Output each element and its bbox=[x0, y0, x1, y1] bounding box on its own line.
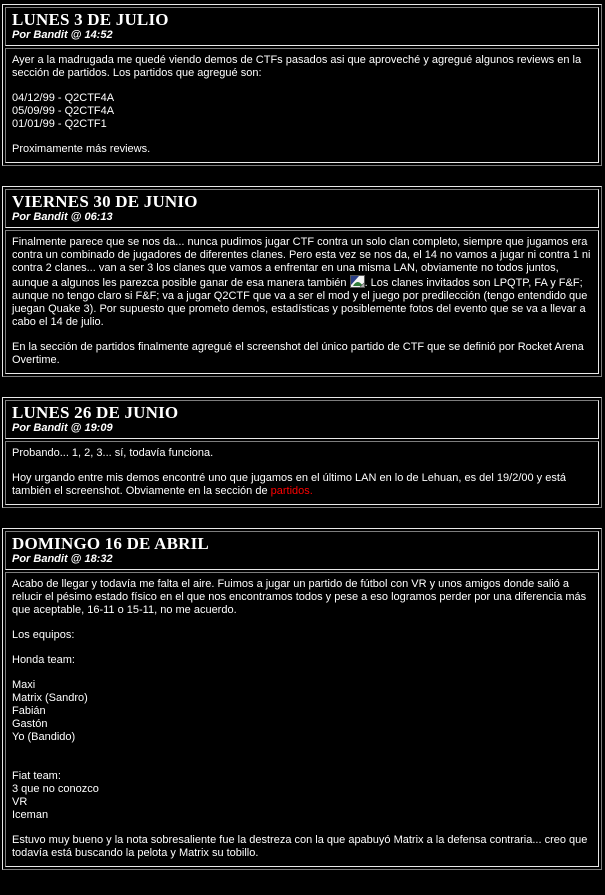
paragraph bbox=[12, 834, 592, 860]
text-run: Honda team: bbox=[12, 654, 75, 666]
news-entry bbox=[2, 186, 602, 377]
paragraph bbox=[12, 236, 592, 329]
broken-image-icon bbox=[350, 275, 365, 288]
entry-header bbox=[5, 531, 599, 570]
text-run: Yo (Bandido) bbox=[12, 731, 76, 743]
entry-body-row bbox=[5, 230, 599, 374]
entry-body bbox=[5, 572, 599, 867]
paragraph bbox=[12, 578, 592, 617]
text-run: Acabo de llegar y todavía me falta el aire. Fuimos a jugar un partido de fútbol con VR y unos amigos donde salió a relucir el pésimo estado físico en el que nos encontramos todos y pese a eso logramos perder por una diferencia más que aceptable, 16-11 o 15-11, no me acuerdo. bbox=[12, 578, 587, 616]
news-entry-rows bbox=[5, 400, 599, 505]
text-run: . Los clanes invitados son LPQTP, FA y F&F; aunque no tengo claro si F&F; va a jugar Q2CTF que va a ser el mod y el juego por predilección (tengo entendido que juegan Quake 3). Por supuesto que prometo demos, estadísticas y posiblemente fotos del evento que se va a llevar a cabo el 14 de julio. bbox=[12, 277, 588, 328]
news-entry bbox=[2, 397, 602, 508]
text-run: Fabián bbox=[12, 705, 46, 717]
paragraph bbox=[12, 341, 592, 367]
paragraph bbox=[12, 770, 592, 822]
text-run: En la sección de partidos finalmente agregué el screenshot del único partido de CTF que se definió por Rocket Arena Overtime. bbox=[12, 341, 584, 366]
paragraph bbox=[12, 92, 592, 131]
news-entry-rows bbox=[5, 531, 599, 867]
paragraph bbox=[12, 447, 592, 460]
entries-container bbox=[2, 4, 602, 870]
entry-body bbox=[5, 441, 599, 505]
entry-byline: Por Bandit @ 18:32 bbox=[12, 553, 113, 565]
entry-date-title: VIERNES 30 DE JUNIO bbox=[12, 192, 198, 211]
paragraph bbox=[12, 54, 592, 80]
entry-byline: Por Bandit @ 14:52 bbox=[12, 29, 113, 41]
paragraph bbox=[12, 679, 592, 744]
entry-body bbox=[5, 230, 599, 374]
entry-byline: Por Bandit @ 06:13 bbox=[12, 211, 113, 223]
news-entry-rows bbox=[5, 7, 599, 163]
entry-header-row bbox=[5, 400, 599, 439]
text-run: Finalmente parece que se nos da... nunca pudimos jugar CTF contra un solo clan completo, siempre que jugamos era contra un combinado de jugadores de diferentes clanes. Pero esta vez se nos da, el 14 no vamos a jugar ni contra 1 ni contra 2 clanes... van a ser 3 los clanes que vamos a enfrentar en una misma LAN, obviamente no todos juntos, aunque a algunos les parezca posible ganar de esa manera también bbox=[12, 236, 591, 289]
entry-body-row bbox=[5, 572, 599, 867]
news-entry bbox=[2, 4, 602, 166]
entry-header bbox=[5, 400, 599, 439]
paragraph bbox=[12, 143, 592, 156]
paragraph bbox=[12, 629, 592, 642]
entry-header-row bbox=[5, 531, 599, 570]
entry-byline: Por Bandit @ 19:09 bbox=[12, 422, 113, 434]
entry-header bbox=[5, 7, 599, 46]
text-run: Maxi bbox=[12, 679, 36, 691]
text-run: Estuvo muy bueno y la nota sobresaliente fue la destreza con la que apabuyó Matrix a la defensa contraria... creo que todavía está buscando la pelota y Matrix su tobillo. bbox=[12, 834, 588, 859]
text-run: Proximamente más reviews. bbox=[12, 143, 151, 155]
entry-body-row bbox=[5, 48, 599, 163]
entry-body-row bbox=[5, 441, 599, 505]
text-run: Probando... 1, 2, 3... sí, todavía funciona. bbox=[12, 447, 214, 459]
text-run: Gastón bbox=[12, 718, 48, 730]
news-entry bbox=[2, 528, 602, 870]
paragraph bbox=[12, 472, 592, 498]
text-run: 05/09/99 - Q2CTF4A bbox=[12, 105, 115, 117]
entry-header-row bbox=[5, 189, 599, 228]
text-run: 04/12/99 - Q2CTF4A bbox=[12, 92, 115, 104]
entry-header-row bbox=[5, 7, 599, 46]
news-entry-rows bbox=[5, 189, 599, 374]
entry-body bbox=[5, 48, 599, 163]
text-run: 01/01/99 - Q2CTF1 bbox=[12, 118, 107, 130]
text-run: Ayer a la madrugada me quedé viendo demos de CTFs pasados asi que aproveché y agregué algunos reviews en la sección de partidos. Los partidos que agregué son: bbox=[12, 54, 582, 79]
text-run: Hoy urgando entre mis demos encontré uno que jugamos en el último LAN en lo de Lehuan, es del 19/2/00 y está también el screenshot. Obviamente en la sección de bbox=[12, 472, 567, 497]
entry-date-title: LUNES 3 DE JULIO bbox=[12, 10, 169, 29]
text-run: Iceman bbox=[12, 809, 49, 821]
text-run: Los equipos: bbox=[12, 629, 75, 641]
text-run: 3 que no conozco bbox=[12, 783, 99, 795]
text-run: Fiat team: bbox=[12, 770, 61, 782]
entry-date-title: LUNES 26 DE JUNIO bbox=[12, 403, 179, 422]
text-run: Matrix (Sandro) bbox=[12, 692, 88, 704]
paragraph bbox=[12, 654, 592, 667]
text-run: VR bbox=[12, 796, 28, 808]
entry-date-title: DOMINGO 16 DE ABRIL bbox=[12, 534, 209, 553]
entry-header bbox=[5, 189, 599, 228]
partidos-link[interactable]: partidos. bbox=[270, 485, 313, 497]
